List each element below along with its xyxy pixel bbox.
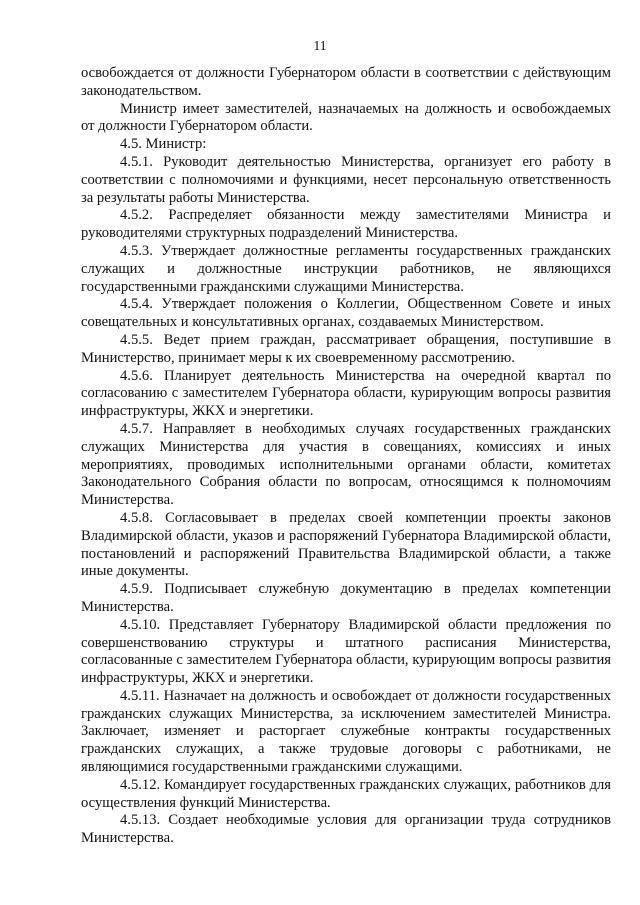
paragraph-4-5-1: 4.5.1. Руководит деятельностью Министерства, организует его работу в соответствии с полномочиями и функциями, несет персональную ответственность за результаты работы Министерства. <box>81 153 611 206</box>
paragraph-continuation: освобождается от должности Губернатором области в соответствии с действующим законодательством. <box>81 65 611 99</box>
paragraph-4-5-11: 4.5.11. Назначает на должность и освобождает от должности государственных гражданских служащих Министерства, за исключением заместителей Министра. Заключает, изменяет и расторгает служебные контракты государственных гражданских служащих, а также трудовые договоры с работниками, не являющимися государственными гражданскими служащими. <box>81 687 611 776</box>
document-body <box>81 65 611 848</box>
page-number: 11 <box>313 38 327 53</box>
paragraph-4-5-2: 4.5.2. Распределяет обязанности между заместителями Министра и руководителями структурных подразделений Министерства. <box>81 207 611 242</box>
paragraph-4-5-10: 4.5.10. Представляет Губернатору Владимирской области предложения по совершенствованию структуры и штатного расписания Министерства, согласованные с заместителем Губернатора области, курирующим вопросы развития инфраструктуры, ЖКХ и энергетики. <box>81 616 611 687</box>
paragraph-4-5-8: 4.5.8. Согласовывает в пределах своей компетенции проекты законов Владимирской области, указов и распоряжений Губернатора Владимирской области, постановлений и распоряжений Правительства Владимирской области, а также иные документы. <box>81 509 611 580</box>
paragraph-4-5-12: 4.5.12. Командирует государственных гражданских служащих, работников для осуществления функций Министерства. <box>81 776 611 811</box>
paragraph-4-5-4: 4.5.4. Утверждает положения о Коллегии, Общественном Совете и иных совещательных и консультативных органах, создаваемых Министерством. <box>81 296 611 331</box>
paragraph-4-5-6: 4.5.6. Планирует деятельность Министерства на очередной квартал по согласованию с заместителем Губернатора области, курирующим вопросы развития инфраструктуры, ЖКХ и энергетики. <box>81 367 611 420</box>
paragraph-deputies: Министр имеет заместителей, назначаемых на должность и освобождаемых от должности Губернатором области. <box>81 100 611 135</box>
paragraph-4-5-9: 4.5.9. Подписывает служебную документацию в пределах компетенции Министерства. <box>81 581 611 615</box>
paragraph-4-5-3: 4.5.3. Утверждает должностные регламенты государственных гражданских служащих и должностные инструкции работников, не являющихся государственными гражданскими служащими Министерства. <box>81 242 611 295</box>
section-heading-4-5: 4.5. Министр: <box>120 136 207 153</box>
paragraph-4-5-7: 4.5.7. Направляет в необходимых случаях государственных гражданских служащих Министерства для участия в совещаниях, комиссиях и иных мероприятиях, проводимых исполнительными органами области, комитетах Законодательного Собрания области по вопросам, относящимся к полномочиям Министерства. <box>81 420 611 509</box>
paragraph-4-5-13: 4.5.13. Создает необходимые условия для организации труда сотрудников Министерства. <box>81 812 611 847</box>
paragraph-4-5-5: 4.5.5. Ведет прием граждан, рассматривает обращения, поступившие в Министерство, принимает меры к их своевременному рассмотрению. <box>81 331 611 366</box>
